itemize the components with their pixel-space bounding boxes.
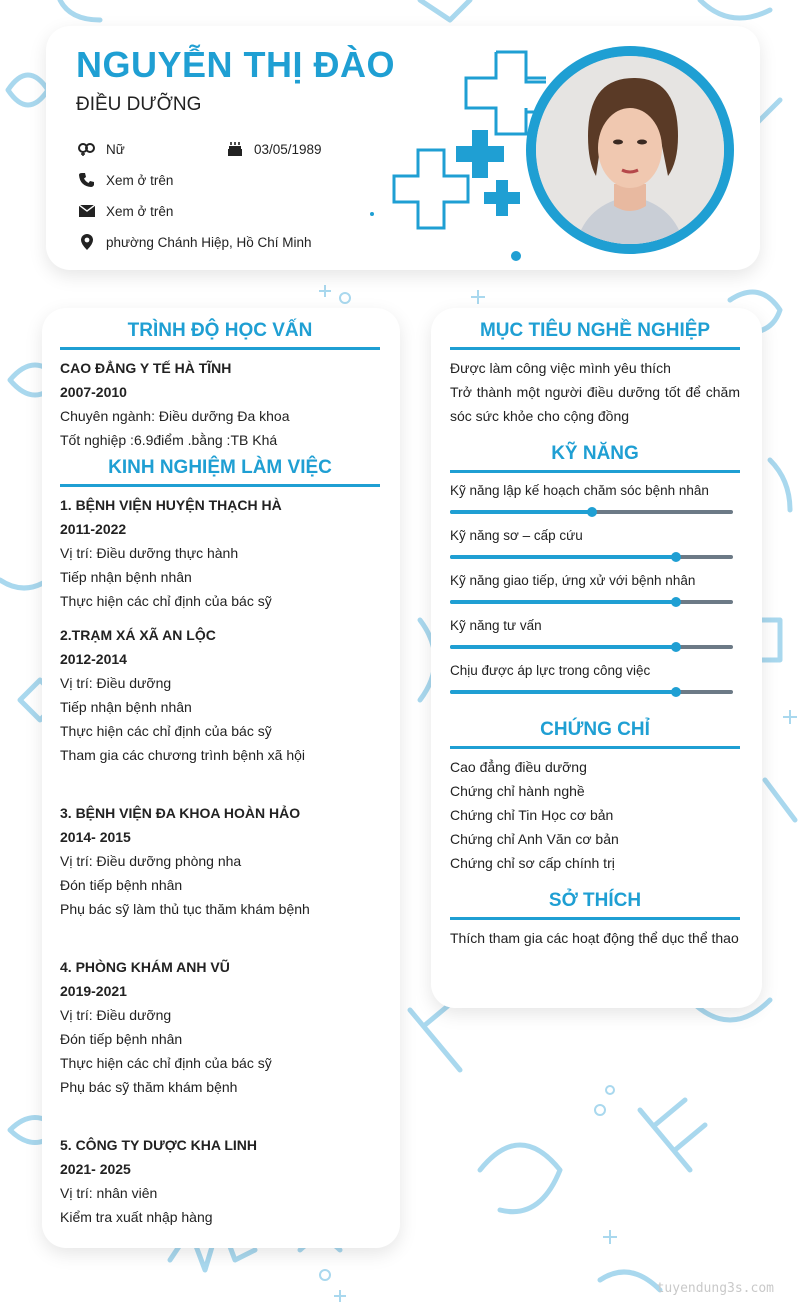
phone-icon <box>78 171 96 189</box>
skill-label: Kỹ năng giao tiếp, ứng xử với bệnh nhân <box>450 573 696 588</box>
job-line: Đón tiếp bệnh nhân <box>60 1031 183 1047</box>
candidate-name: NGUYỄN THỊ ĐÀO <box>76 44 396 85</box>
skill-bar <box>450 510 733 514</box>
job-line: Phụ bác sỹ thăm khám bệnh <box>60 1079 238 1095</box>
certificate-item: Chứng chỉ sơ cấp chính trị <box>450 855 615 871</box>
skills-heading: KỸ NĂNG <box>450 443 740 473</box>
experience-heading: KINH NGHIỆM LÀM VIỆC <box>60 457 380 487</box>
skill-fill <box>450 555 676 559</box>
skill-knob <box>671 552 681 562</box>
job-line: Vị trí: Điều dưỡng <box>60 1007 172 1023</box>
job-line: Phụ bác sỹ làm thủ tục thăm khám bệnh <box>60 901 310 917</box>
certificate-item: Chứng chỉ Anh Văn cơ bản <box>450 831 619 847</box>
job-title: ĐIỀU DƯỠNG <box>76 94 202 115</box>
skill-label: Kỹ năng sơ – cấp cứu <box>450 528 583 543</box>
certificates-heading: CHỨNG CHỈ <box>450 719 740 749</box>
birthday-value: 03/05/1989 <box>254 141 322 157</box>
job-years: 2021- 2025 <box>60 1161 131 1177</box>
job-line: Vị trí: Điều dưỡng <box>60 675 172 691</box>
address-info <box>78 233 312 251</box>
education-school: CAO ĐẲNG Y TẾ HÀ TĨNH <box>60 360 232 376</box>
phone-value: Xem ở trên <box>106 172 174 188</box>
objective-line-1: Được làm công việc mình yêu thích <box>450 360 671 376</box>
job-line: Thực hiện các chỉ định của bác sỹ <box>60 593 272 609</box>
medical-cross-icon <box>366 46 546 266</box>
job-line: Vị trí: Điều dưỡng thực hành <box>60 545 239 561</box>
certificate-item: Chứng chỉ hành nghề <box>450 783 585 799</box>
education-graduation: Tốt nghiệp :6.9điểm .bằng :TB Khá <box>60 432 278 448</box>
job-line: Tiếp nhận bệnh nhân <box>60 569 192 585</box>
education-years: 2007-2010 <box>60 384 127 400</box>
objective-heading: MỤC TIÊU NGHỀ NGHIỆP <box>450 320 740 350</box>
email-info <box>78 202 173 220</box>
skill-fill <box>450 510 592 514</box>
job-line: Tham gia các chương trình bệnh xã hội <box>60 747 306 763</box>
objective-line-2: Trở thành một người điều dưỡng tốt để chăm sóc sức khỏe cho cộng đồng <box>450 384 740 424</box>
skill-knob <box>587 507 597 517</box>
gender-icon <box>78 140 96 158</box>
job-company: 3. BỆNH VIỆN ĐA KHOA HOÀN HẢO <box>60 805 301 821</box>
mail-icon <box>78 202 96 220</box>
location-icon <box>78 233 96 251</box>
education-heading: TRÌNH ĐỘ HỌC VẤN <box>60 320 380 350</box>
gender-value: Nữ <box>106 141 125 157</box>
right-column-card <box>431 308 762 1008</box>
address-value: phường Chánh Hiệp, Hồ Chí Minh <box>106 234 312 250</box>
job-line: Tiếp nhận bệnh nhân <box>60 699 192 715</box>
skill-label: Chịu được áp lực trong công việc <box>450 663 651 678</box>
job-line: Kiểm tra xuất nhập hàng <box>60 1209 213 1225</box>
certificate-item: Cao đẳng điều dưỡng <box>450 759 587 775</box>
job-line: Đón tiếp bệnh nhân <box>60 877 183 893</box>
birthday-info <box>226 140 322 158</box>
gender-info <box>78 140 125 158</box>
skill-bar <box>450 690 733 694</box>
job-line: Vị trí: Điều dưỡng phòng nha <box>60 853 242 869</box>
job-company: 4. PHÒNG KHÁM ANH VŨ <box>60 959 230 975</box>
cake-icon <box>226 140 244 158</box>
hobbies-heading: SỞ THÍCH <box>450 890 740 920</box>
skill-label: Kỹ năng tư vấn <box>450 618 542 633</box>
left-column-card <box>42 308 400 1248</box>
skill-knob <box>671 642 681 652</box>
certificate-item: Chứng chỉ Tin Học cơ bản <box>450 807 614 823</box>
skill-fill <box>450 600 676 604</box>
skill-bar <box>450 600 733 604</box>
hobbies-text: Thích tham gia các hoạt động thể dục thể thao <box>450 930 739 946</box>
email-value: Xem ở trên <box>106 203 174 219</box>
job-line: Vị trí: nhân viên <box>60 1185 158 1201</box>
skill-bar <box>450 555 733 559</box>
profile-header-card <box>46 26 760 270</box>
avatar <box>526 46 734 254</box>
skill-knob <box>671 687 681 697</box>
job-years: 2011-2022 <box>60 521 127 537</box>
phone-info <box>78 171 173 189</box>
skill-knob <box>671 597 681 607</box>
watermark: tuyendung3s.com <box>656 1281 774 1296</box>
skill-fill <box>450 645 676 649</box>
job-years: 2019-2021 <box>60 983 127 999</box>
job-company: 1. BỆNH VIỆN HUYỆN THẠCH HÀ <box>60 497 282 513</box>
skill-bar <box>450 645 733 649</box>
education-major: Chuyên ngành: Điều dưỡng Đa khoa <box>60 408 290 424</box>
skill-label: Kỹ năng lập kế hoạch chăm sóc bệnh nhân <box>450 483 709 498</box>
job-line: Thực hiện các chỉ định của bác sỹ <box>60 1055 272 1071</box>
profile-photo <box>536 56 724 244</box>
job-years: 2012-2014 <box>60 651 127 667</box>
skill-fill <box>450 690 676 694</box>
job-years: 2014- 2015 <box>60 829 131 845</box>
job-company: 2.TRẠM XÁ XÃ AN LỘC <box>60 627 216 643</box>
job-line: Thực hiện các chỉ định của bác sỹ <box>60 723 272 739</box>
job-company: 5. CÔNG TY DƯỢC KHA LINH <box>60 1137 258 1153</box>
